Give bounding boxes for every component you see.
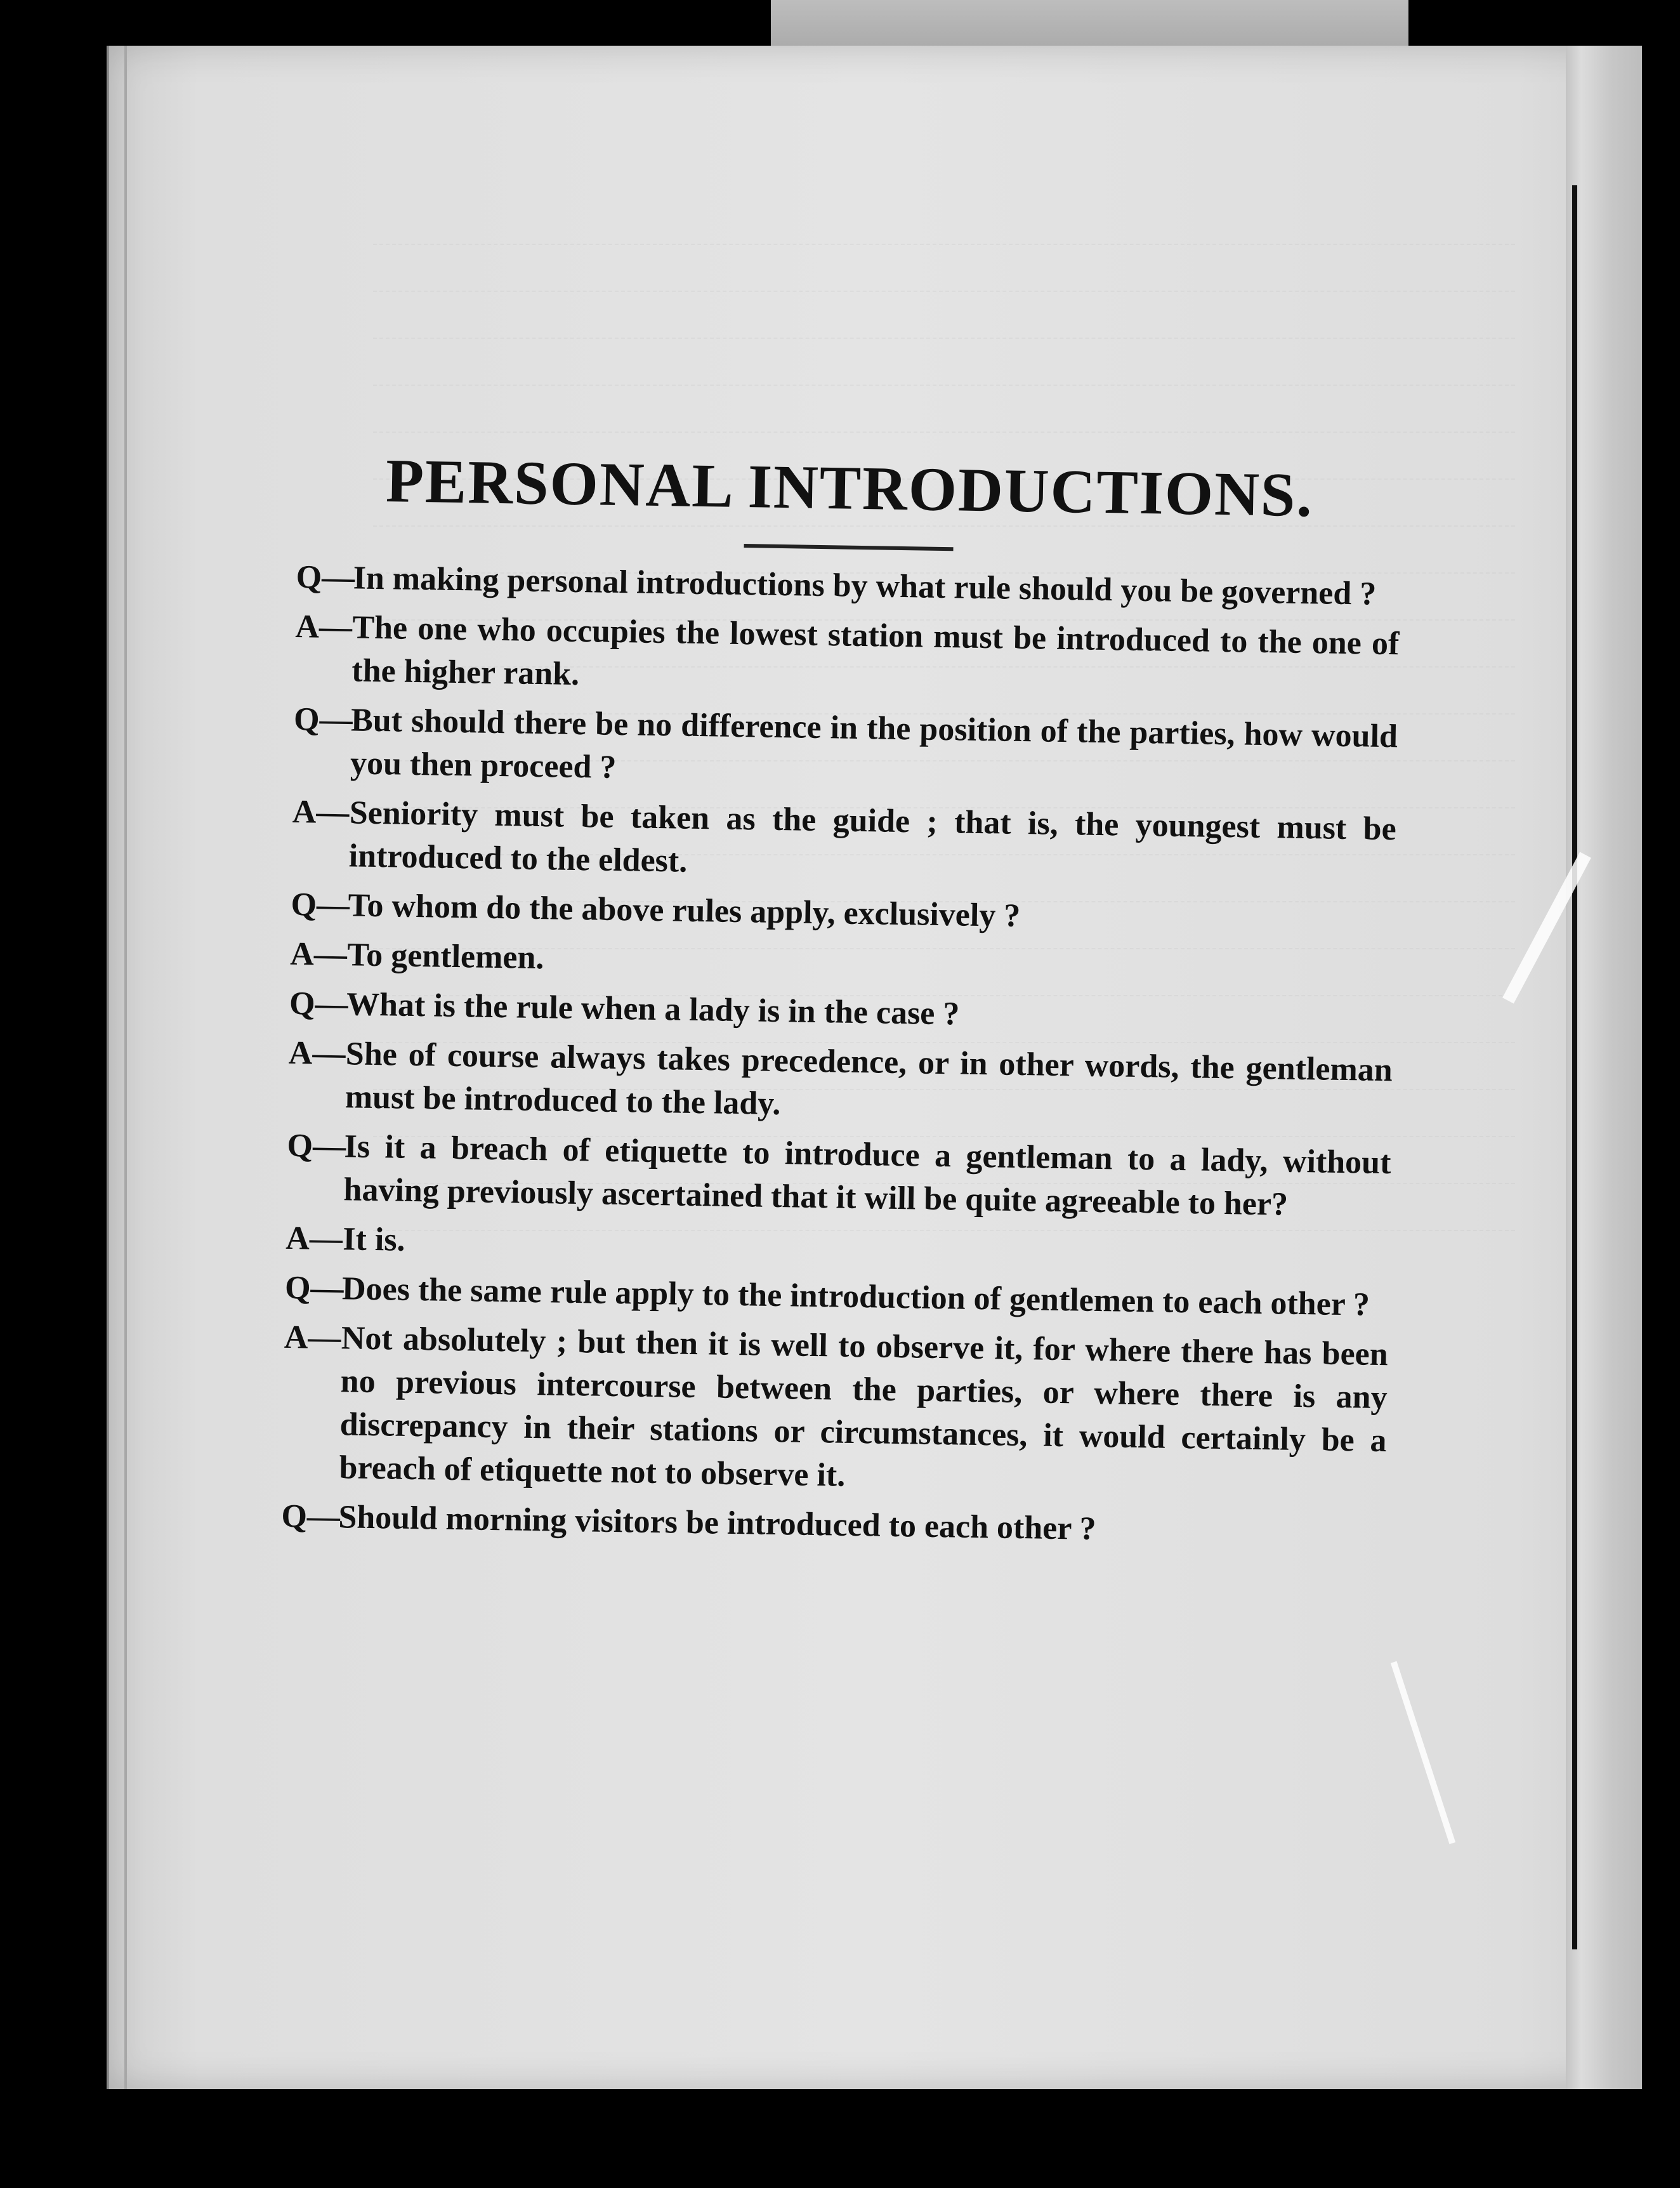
qa-text: She of course always takes precedence, or in other words, the gentleman must be introduced to the lady. xyxy=(345,1036,1393,1123)
page-left-inner-border xyxy=(124,46,127,2089)
qa-label: Q— xyxy=(289,985,349,1023)
binding-stitch xyxy=(1572,185,1577,1949)
qa-entry xyxy=(287,1032,1393,1135)
bleed-line xyxy=(373,339,1515,386)
qa-entry xyxy=(281,1495,1386,1555)
qa-text: To whom do the above rules apply, exclusively ? xyxy=(348,887,1021,934)
qa-text: Is it a breach of etiquette to introduce a gentleman to a lady, without having previously ascertained that it will be quite agreeable to her? xyxy=(343,1128,1391,1223)
qa-entry xyxy=(290,933,1395,993)
qa-entry xyxy=(289,982,1394,1043)
page-title: PERSONAL INTRODUCTIONS. xyxy=(385,447,1314,531)
qa-label: A— xyxy=(284,1319,341,1357)
bleed-line xyxy=(373,292,1515,339)
qa-label: Q— xyxy=(284,1269,345,1307)
qa-label: Q— xyxy=(287,1127,346,1165)
qa-text: To gentlemen. xyxy=(346,937,544,977)
page-left-border xyxy=(107,46,109,2089)
title-rule xyxy=(744,544,954,551)
bleed-line xyxy=(373,198,1515,245)
qa-entry xyxy=(293,698,1398,801)
qa-label: A— xyxy=(292,793,350,831)
qa-entry xyxy=(285,1267,1389,1327)
qa-text: What is the rule when a lady is in the case ? xyxy=(346,986,960,1032)
qa-entry xyxy=(285,1217,1390,1277)
qa-text: But should there be no difference in the position of the parties, how would you then proceed ? xyxy=(350,702,1398,786)
book-fold xyxy=(1566,46,1642,2089)
qa-label: A— xyxy=(288,1034,346,1072)
bleed-line xyxy=(373,386,1515,433)
qa-label: A— xyxy=(289,935,348,973)
qa-entry xyxy=(282,1316,1388,1506)
qa-label: Q— xyxy=(293,701,353,739)
document-content xyxy=(281,444,1402,1562)
qa-entry xyxy=(291,883,1395,944)
qa-entry xyxy=(286,1124,1391,1228)
qa-text: The one who occupies the lowest station must be introduced to the one of the higher rank. xyxy=(351,609,1400,693)
qa-label: Q— xyxy=(291,886,350,924)
qa-text: Does the same rule apply to the introduction of gentlemen to each other ? xyxy=(341,1270,1370,1323)
qa-list xyxy=(281,556,1400,1555)
qa-text: Seniority must be taken as the guide ; that is, the youngest must be introduced to the eldest. xyxy=(348,794,1397,880)
scan-scratch xyxy=(1391,1661,1455,1844)
qa-entry xyxy=(291,791,1396,894)
qa-text: In making personal introductions by what rule should you be governed ? xyxy=(353,560,1377,612)
qa-entry xyxy=(294,605,1400,709)
qa-label: Q— xyxy=(281,1498,341,1536)
qa-label: A— xyxy=(295,608,353,646)
bleed-line xyxy=(373,245,1515,292)
qa-text: It is. xyxy=(342,1221,406,1258)
qa-text: Should morning visitors be introduced to each other ? xyxy=(338,1499,1096,1547)
qa-label: A— xyxy=(285,1220,343,1258)
qa-label: Q— xyxy=(296,558,355,596)
qa-text: Not absolutely ; but then it is well to observe it, for where there has been no previous intercourse between the parties, or where there is any discrepancy in their stations or circumstances, it would certainly be a breach of etiquette not to observe it. xyxy=(339,1320,1389,1494)
qa-entry xyxy=(296,556,1400,616)
